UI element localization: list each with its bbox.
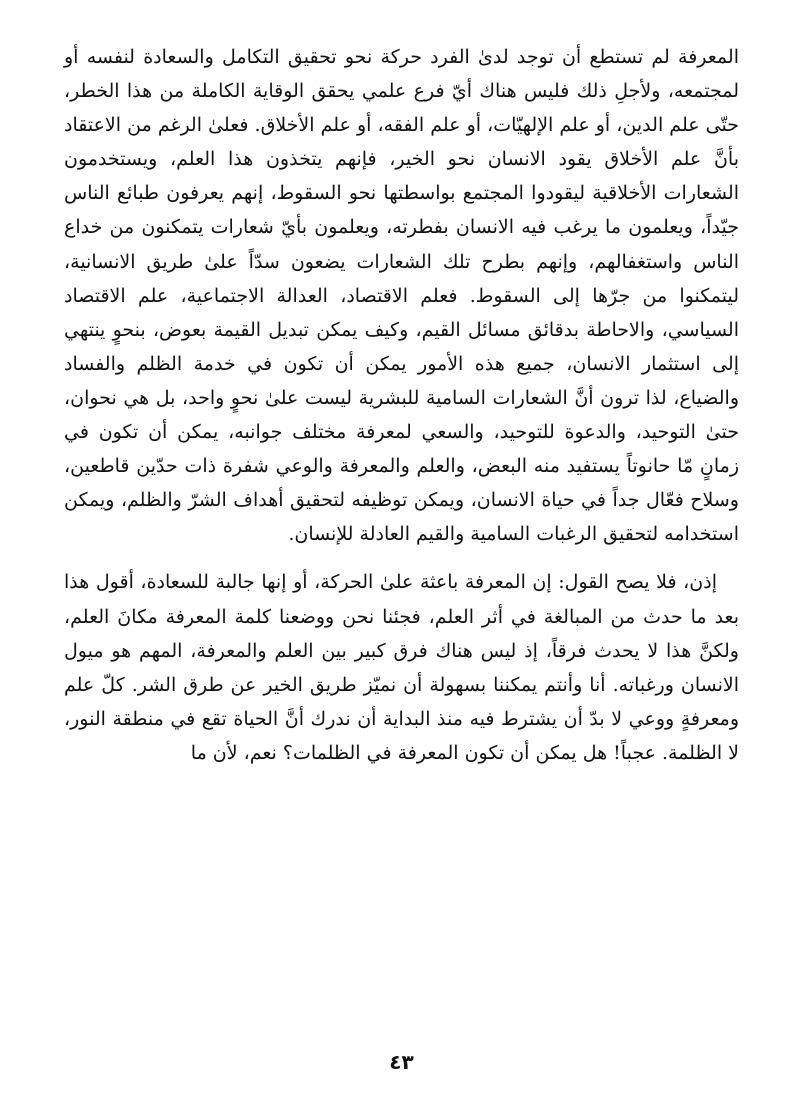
body-text	[64, 40, 739, 770]
paragraph-1: المعرفة لم تستطع أن توجد لدىٰ الفرد حركة نحو تحقيق التكامل والسعادة لنفسه أو لمجتمعه، ولأجلِ ذلك فليس هناك أيّ فرع علمي يحقق الوقاية الكاملة من هذا الخطر، حتّى علم الدين، أو علم الإلهيّات، أو علم الفقه، أو علم الأخلاق. فعلىٰ الرغم من الاعتقاد بأنَّ علم الأخلاق يقود الانسان نحو الخير، فإنهم يتخذون هذا العلم، ويستخدمون الشعارات الأخلاقية ليقودوا المجتمع بواسطتها نحو السقوط، إنهم يعرفون طبائع الناس جيّداً، ويعلمون ما يرغب فيه الانسان بفطرته، ويعلمون بأيّ شعارات يتمكنون من خداع الناس واستغفالهم، وإنهم بطرح تلك الشعارات يضعون سدّاً علىٰ طريق الانسانية، ليتمكنوا من جرّها إلى السقوط. فعلم الاقتصاد، العدالة الاجتماعية، علم الاقتصاد السياسي، والاحاطة بدقائق مسائل القيم، وكيف يمكن تبديل القيمة بعوض، بنحوٍ ينتهي إلى استثمار الانسان، جميع هذه الأمور يمكن أن تكون في خدمة الظلم والفساد والضياع، لذا ترون أنَّ الشعارات السامية للبشرية ليست علىٰ نحوٍ واحد، بل هي نحوان، حتىٰ التوحيد، والدعوة للتوحيد، والسعي لمعرفة مختلف جوانبه، يمكن أن تكون في زمانٍ مّا حانوتاً يستفيد منه البعض، والعلم والمعرفة والوعي شفرة ذات حدّين قاطعين، وسلاح فعّال جداً في حياة الانسان، ويمكن توظيفه لتحقيق أهداف الشرّ والظلم، ويمكن استخدامه لتحقيق الرغبات السامية والقيم العادلة للإنسان.	[64, 46, 739, 546]
page-number: ٤٣	[389, 1050, 414, 1074]
paragraph-2: إذن، فلا يصح القول: إن المعرفة باعثة علىٰ الحركة، أو إنها جالبة للسعادة، أقول هذا بعد ما حدث من المبالغة في أثر العلم، فجئنا نحن ووضعنا كلمة المعرفة مكانَ العلم، ولكنَّ هذا لا يحدث فرقاً، إذ ليس هناك فرق كبير بين العلم والمعرفة، المهم هو ميول الانسان ورغباته. أنا وأنتم يمكننا بسهولة أن نميّز طريق الخير عن طرق الشر. كلّ علم ومعرفةٍ ووعي لا بدّ أن يشترط فيه منذ البداية أن ندرك أنَّ الحياة تقع في منطقة النور، لا الظلمة. عجباً! هل يمكن أن تكون المعرفة في الظلمات؟ نعم، لأن ما	[64, 571, 739, 764]
